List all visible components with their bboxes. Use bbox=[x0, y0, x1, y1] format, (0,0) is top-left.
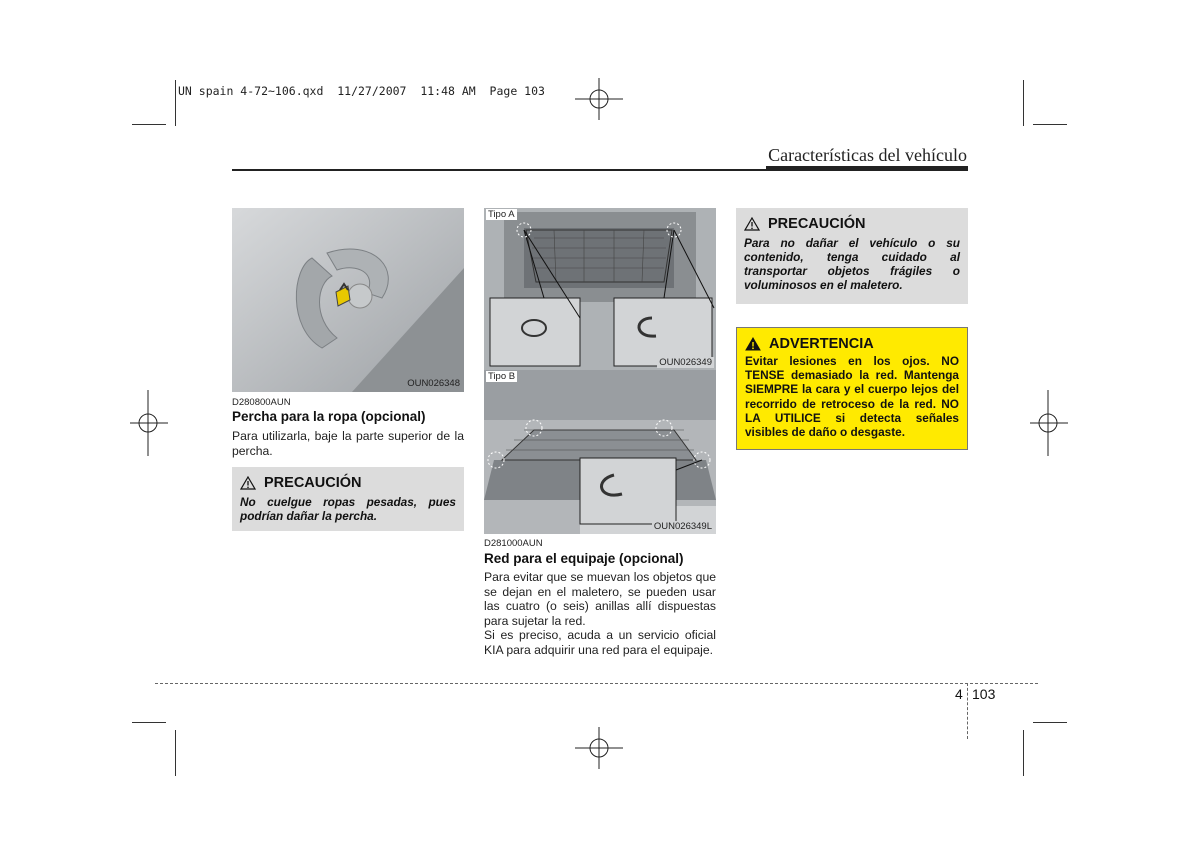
coat-hook-illustration bbox=[232, 208, 464, 392]
type-b-figure-code: OUN026349L bbox=[653, 521, 712, 532]
footer-page-divider bbox=[967, 683, 968, 739]
warning-triangle-icon bbox=[745, 337, 761, 351]
footer-dashed-rule bbox=[155, 683, 1038, 684]
cargo-net-type-a-figure bbox=[484, 208, 716, 370]
cargo-net-type-b-figure bbox=[484, 370, 716, 534]
page-header-title: Características del vehículo bbox=[768, 145, 967, 165]
caution-box bbox=[232, 467, 464, 531]
warning-text: Evitar lesiones en los ojos. NO TENSE demasiado la red. Mantenga SIEMPRE la cara y el cuerpo lejos del recorrido de retroceso de la red. NO LA UTILICE si detecta señales visibles de daño o desgaste. bbox=[745, 354, 959, 440]
type-b-label: Tipo B bbox=[488, 371, 516, 382]
section-body-net-1: Para evitar que se muevan los objetos que se dejan en el maletero, se pueden usar las cuatro (o seis) anillas allí dispuestas para sujetar la red. bbox=[484, 570, 716, 628]
warning-title: ADVERTENCIA bbox=[769, 336, 874, 352]
coat-hook-figure bbox=[232, 208, 464, 392]
page-number: 103 bbox=[972, 686, 996, 702]
caution-title-row bbox=[240, 475, 456, 491]
section-heading: Percha para la ropa (opcional) bbox=[232, 409, 426, 424]
type-a-label: Tipo A bbox=[488, 209, 515, 220]
caution-text: No cuelgue ropas pesadas, pues podrían dañar la percha. bbox=[240, 495, 456, 523]
registration-mark-bottom bbox=[570, 727, 630, 771]
registration-mark-right bbox=[1026, 390, 1070, 458]
section-code: D280800AUN bbox=[232, 397, 291, 408]
section-body-net-2: Si es preciso, acuda a un servicio oficial KIA para adquirir una red para el equipaje. bbox=[484, 628, 716, 657]
section-heading-net: Red para el equipaje (opcional) bbox=[484, 551, 684, 566]
caution-title-row-cargo bbox=[744, 216, 960, 232]
warning-triangle-icon bbox=[240, 476, 256, 490]
caution-text-cargo: Para no dañar el vehículo o su contenido, tenga cuidado al transportar objetos frágiles o voluminosos en el maletero. bbox=[744, 236, 960, 292]
section-body: Para utilizarla, baje la parte superior de la percha. bbox=[232, 429, 464, 458]
type-a-figure-code: OUN026349 bbox=[659, 357, 712, 368]
registration-mark-top bbox=[570, 78, 630, 122]
print-slug: UN spain 4-72~106.qxd 11/27/2007 11:48 AM Page 103 bbox=[178, 84, 545, 98]
cargo-net-type-b-illustration bbox=[484, 370, 716, 534]
warning-triangle-icon bbox=[744, 217, 760, 231]
figure-code: OUN026348 bbox=[407, 378, 460, 389]
warning-box bbox=[736, 327, 968, 450]
cargo-net-type-a-illustration bbox=[484, 208, 716, 370]
registration-mark-left bbox=[126, 390, 170, 458]
header-rule-accent bbox=[766, 166, 968, 171]
caution-title: PRECAUCIÓN bbox=[264, 475, 362, 491]
caution-box-cargo bbox=[736, 208, 968, 304]
warning-title-row bbox=[745, 336, 959, 352]
caution-title-cargo: PRECAUCIÓN bbox=[768, 216, 866, 232]
chapter-number: 4 bbox=[955, 686, 963, 702]
section-code-net: D281000AUN bbox=[484, 538, 543, 549]
